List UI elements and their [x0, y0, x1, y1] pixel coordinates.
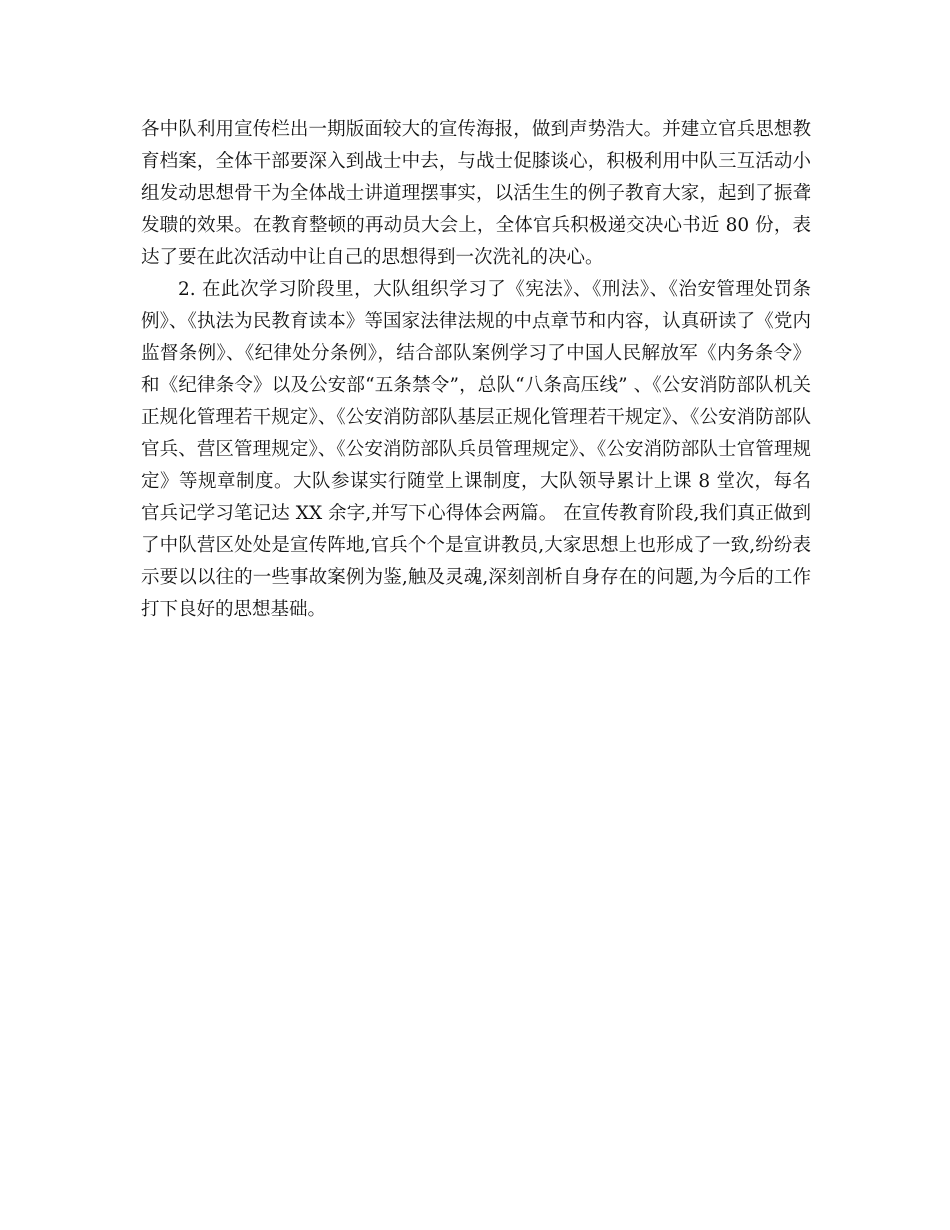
document-body	[141, 114, 811, 626]
paragraph-study-stage: 2. 在此次学习阶段里，大队组织学习了《宪法》、《刑法》、《治安管理处罚条例》、《执法为民教育读本》等国家法律法规的中点章节和内容，认真研读了《党内监督条例》、《纪律处分条例》，结合部队案例学习了中国人民解放军《内务条令》和《纪律条令》以及公安部“五条禁令”，总队“八条高压线” 、《公安消防部队机关正规化管理若干规定》、《公安消防部队基层正规化管理若干规定》、《公安消防部队官兵、营区管理规定》、《公安消防部队兵员管理规定》、《公安消防部队士官管理规定》等规章制度。大队参谋实行随堂上课制度，大队领导累计上课 8 堂次，每名官兵记学习笔记达 XX 余字,并写下心得体会两篇。 在宣传教育阶段,我们真正做到了中队营区处处是宣传阵地,官兵个个是宣讲教员,大家思想上也形成了一致,纷纷表示要以以往的一些事故案例为鉴,触及灵魂,深刻剖析自身存在的问题,为今后的工作打下良好的思想基础。	[141, 279, 811, 620]
paragraph-education-campaign: 各中队利用宣传栏出一期版面较大的宣传海报，做到声势浩大。并建立官兵思想教育档案，全体干部要深入到战士中去，与战士促膝谈心，积极利用中队三互活动小组发动思想骨干为全体战士讲道理摆事实，以活生生的例子教育大家，起到了振聋发聩的效果。在教育整顿的再动员大会上，全体官兵积极递交决心书近 80 份，表达了要在此次活动中让自己的思想得到一次洗礼的决心。	[141, 119, 811, 268]
